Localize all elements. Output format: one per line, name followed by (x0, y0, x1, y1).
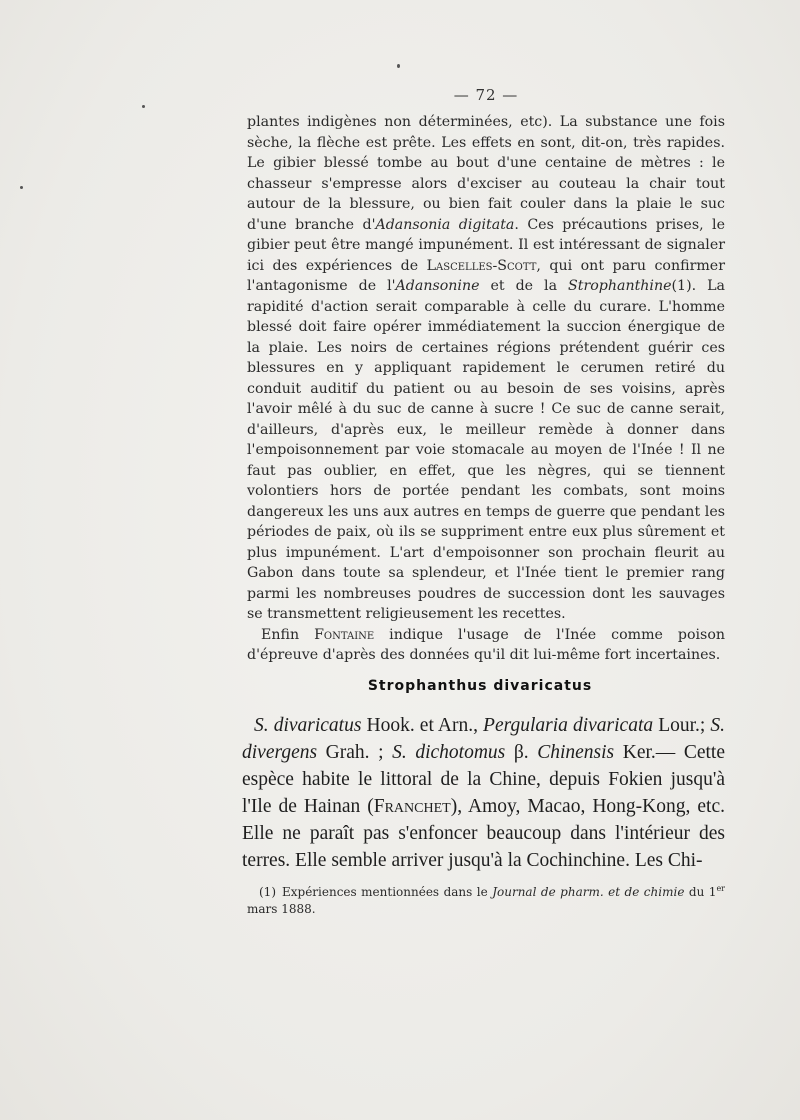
footnote (247, 880, 725, 918)
ink-speck (397, 64, 400, 68)
compound-name: Adansonine (395, 278, 480, 294)
author-name: Franchet (373, 796, 451, 817)
ink-speck (20, 186, 23, 189)
ink-speck (142, 105, 145, 108)
paragraph: Enfin Fontaine indique l'usage de l'Inée comme poison d'épreuve d'après des données qu'il dit lui-même fort incertaines. (247, 626, 726, 663)
author-name: Lascelles-Scott (426, 257, 537, 274)
author-name: Fontaine (314, 626, 375, 643)
page-number: — 72 — (453, 86, 519, 104)
footnote-number: (1) (259, 885, 276, 899)
species-name: Adansonia digitata (375, 216, 515, 233)
section-heading: Strophanthus divaricatus (367, 678, 593, 694)
main-text (247, 112, 725, 666)
paragraph: plantes indigènes non déterminées, etc). La substance une fois sèche, la flèche est prête. Les effets en sont, dit-on, très rapides. Le gibier blessé tombe au bout d'une centaine de mètres : le chasseur s'empresse alors d'exciser au couteau la chair tout autour de la blessure, ou bien fait couler dans la plaie le suc d'une branche d'Adansonia digitata. Ces précautions prises, le gibier peut être mangé impunément. Il est intéressant de signaler ici des expériences de Lascelles-Scott, qui ont paru confirmer l'antagonisme de l'Adansonine et de la Strophanthine(1). La rapidité d'action serait comparable à celle du curare. L'homme blessé doit faire opérer immédiatement la succion énergique de la plaie. Les noirs de certaines régions prétendent guérir ces blessures en y appliquant rapidement le cerumen retiré du conduit auditif du patient ou au besoin de ses voisins, après l'avoir mêlé à du suc de canne à sucre ! Ce suc de canne serait, d'ailleurs, d'après eux, le meilleur remède à donner dans l'empoisonnement par voie stomacale au moyen de l'Inée ! Il ne faut pas oublier, en effet, que les nègres, qui se tiennent volontiers hors de portée pendant les combats, sont moins dangereux les uns aux autres en temps de guerre que pendant les périodes de paix, où ils se suppriment entre eux plus sûrement et plus impunément. L'art d'empoisonner son prochain fleurit au Gabon dans toute sa splendeur, et l'Inée tient le premier rang parmi les nombreuses poudres de succession dont les sauvages se transmettent religieusement les recettes. (247, 114, 725, 622)
compound-name: Strophanthine (568, 278, 672, 294)
footnote-text: (1) Expériences mentionnées dans le Journal de pharm. et de chimie du 1er mars 1888. (247, 884, 725, 916)
paragraph: S. divaricatus Hook. et Arn., Pergularia divaricata Lour.; S. divergens Grah. ; S. dichotomus β. Chinensis Ker.— Cette espèce habite le littoral de la Chine, depuis Fokien jusqu'à l'Ile de Hainan (Franchet), Amoy, Macao, Hong-Kong, etc. Elle ne paraît pas s'enfoncer beaucoup dans l'intérieur des terres. Elle semble arriver jusqu'à la Cochinchine. Les Chi- (242, 715, 726, 871)
section-text (242, 712, 725, 874)
journal-title: Journal de pharm. et de chimie (492, 885, 685, 899)
